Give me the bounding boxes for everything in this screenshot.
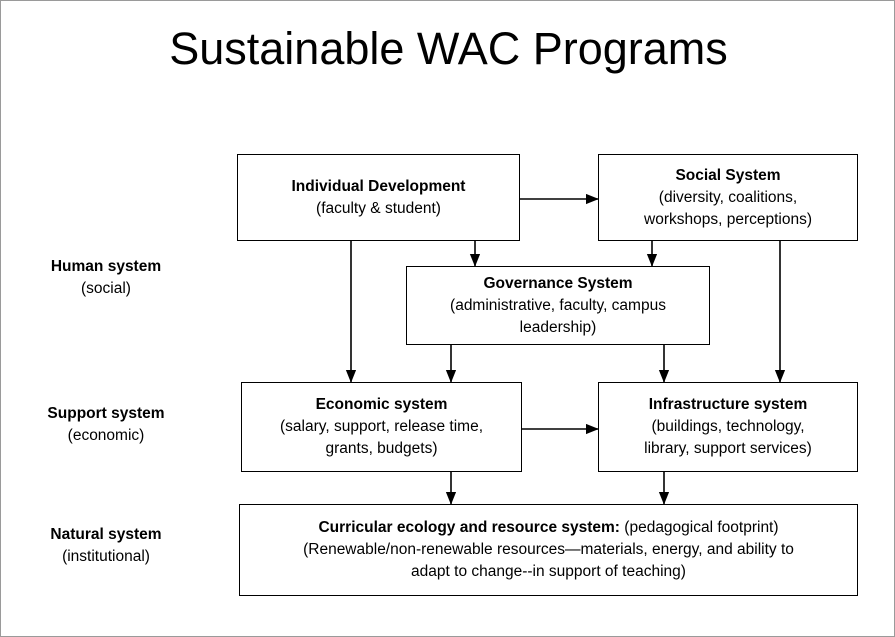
box-curricular-ecology-title-line xyxy=(318,517,778,539)
box-individual-development-title: Individual Development xyxy=(291,177,466,195)
box-infrastructure-system-title: Infrastructure system xyxy=(648,396,808,413)
row-label-support-main: Support system xyxy=(47,405,165,422)
row-label-support xyxy=(11,403,201,447)
box-infrastructure-system-sub-1: (buildings, technology, xyxy=(651,418,805,435)
box-curricular-ecology-sub-2: adapt to change--in support of teaching) xyxy=(411,563,686,580)
box-social-system[interactable] xyxy=(598,154,858,241)
box-economic-system-title: Economic system xyxy=(315,396,448,413)
box-individual-development[interactable] xyxy=(237,154,520,241)
box-social-system-sub-2: workshops, perceptions) xyxy=(644,210,812,228)
box-governance-system-sub-2: leadership) xyxy=(519,318,597,336)
box-individual-development-sub-1: (faculty & student) xyxy=(316,199,441,217)
box-infrastructure-system[interactable] xyxy=(598,382,858,472)
row-label-human-sub: (social) xyxy=(81,280,131,297)
box-governance-system[interactable] xyxy=(406,266,710,345)
box-economic-system-sub-2: grants, budgets) xyxy=(325,440,438,457)
box-economic-system-sub-1: (salary, support, release time, xyxy=(279,418,483,435)
box-social-system-sub-1: (diversity, coalitions, xyxy=(658,188,798,206)
row-label-human-main: Human system xyxy=(50,258,162,275)
box-curricular-ecology-title: Curricular ecology and resource system: xyxy=(318,519,620,536)
row-label-natural-sub: (institutional) xyxy=(62,548,150,565)
box-economic-system[interactable] xyxy=(241,382,522,472)
box-social-system-title: Social System xyxy=(675,166,781,184)
box-governance-system-sub-1: (administrative, faculty, campus xyxy=(450,296,666,314)
box-curricular-ecology[interactable] xyxy=(239,504,858,596)
row-label-natural-main: Natural system xyxy=(50,526,162,543)
row-label-natural xyxy=(11,524,201,568)
box-infrastructure-system-sub-2: library, support services) xyxy=(644,440,812,457)
box-curricular-ecology-sub-1: (Renewable/non-renewable resources—materials, energy, and ability to xyxy=(303,541,794,558)
row-label-support-sub: (economic) xyxy=(67,427,145,444)
row-label-human xyxy=(11,256,201,300)
box-curricular-ecology-inline-sub: (pedagogical footprint) xyxy=(619,519,779,536)
box-governance-system-title: Governance System xyxy=(483,274,633,292)
page-title: Sustainable WAC Programs xyxy=(169,23,728,74)
